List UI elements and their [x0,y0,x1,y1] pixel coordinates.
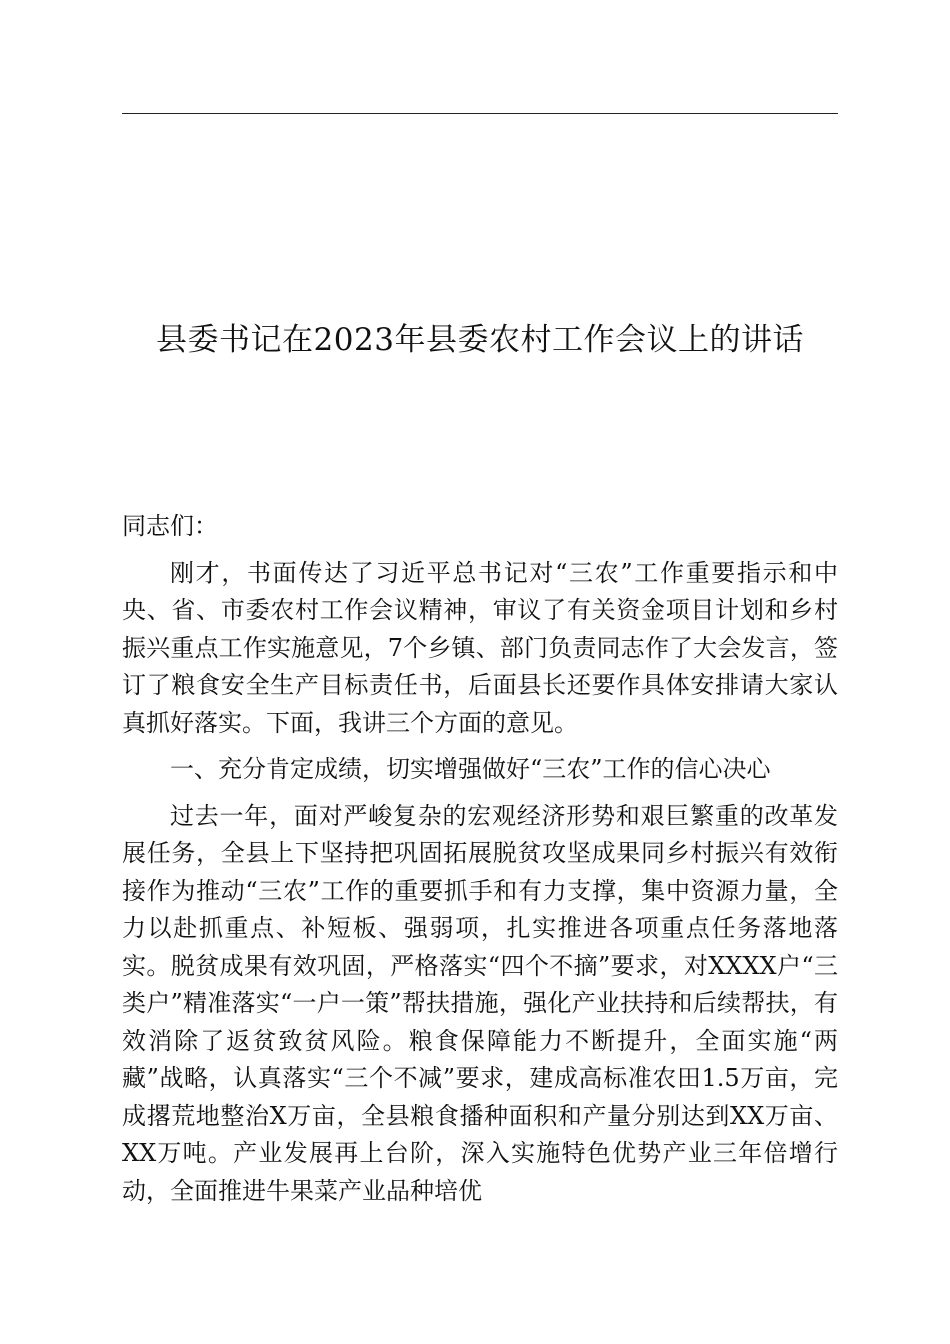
paragraph-achievements: 过去一年，面对严峻复杂的宏观经济形势和艰巨繁重的改革发展任务，全县上下坚持把巩固拓展脱贫攻坚成果同乡村振兴有效衔接作为推动“三农”工作的重要抓手和有力支撑，集中资源力量，全力以赴抓重点、补短板、强弱项，扎实推进各项重点任务落地落实。脱贫成果有效巩固，严格落实“四个不摘”要求，对XXXX户“三类户”精准落实“一户一策”帮扶措施，强化产业扶持和后续帮扶，有效消除了返贫致贫风险。粮食保障能力不断提升，全面实施“两藏”战略，认真落实“三个不减”要求，建成高标准农田1.5万亩，完成撂荒地整治X万亩，全县粮食播种面积和产量分别达到XX万亩、XX万吨。产业发展再上台阶，深入实施特色优势产业三年倍增行动，全面推进牛果菜产业品种培优 [122,801,838,1205]
header-rule [122,113,838,114]
page-title: 县委书记在2023年县委农村工作会议上的讲话 [156,322,804,358]
section-heading: 一、充分肯定成绩，切实增强做好“三农”工作的信心决心 [170,755,771,783]
salutation: 同志们： [122,512,218,540]
document-body [122,508,838,1210]
paragraph-opening: 刚才，书面传达了习近平总书记对“三农”工作重要指示和中央、省、市委农村工作会议精神，审议了有关资金项目计划和乡村振兴重点工作实施意见，7个乡镇、部门负责同志作了大会发言，签订了粮食安全生产目标责任书，后面县长还要作具体安排请大家认真抓好落实。下面，我讲三个方面的意见。 [122,558,838,737]
